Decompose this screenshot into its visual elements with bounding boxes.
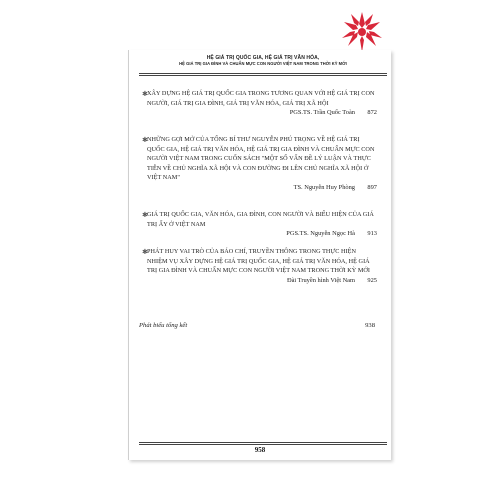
asterisk-icon: ✱ xyxy=(142,210,148,219)
toc-entry-page: 925 xyxy=(367,276,377,284)
toc-entry-meta xyxy=(147,108,375,118)
toc-entry-title: GIÁ TRỊ QUỐC GIA, VĂN HÓA, GIA ĐÌNH, CON NGƯỜI VÀ BIỂU HIỆN CỦA GIÁ TRỊ ẤY Ở VIỆT NAM xyxy=(147,211,374,228)
toc-entry[interactable] xyxy=(142,247,377,286)
asterisk-icon: ✱ xyxy=(142,89,148,98)
toc-entry-title: NHỮNG GỢI MỞ CỦA TỔNG BÍ THƯ NGUYỄN PHÚ TRỌNG VỀ HỆ GIÁ TRỊ QUỐC GIA, HỆ GIÁ TRỊ VĂN HÓA, HỆ GIÁ TRỊ GIA ĐÌNH VÀ CHUẨN MỰC CON NGƯỜI VIỆT NAM TRONG CUỐN SÁCH "MỘT SỐ VẤN ĐỀ LÝ LUẬN VÀ THỰC TIỄN VỀ CHỦ NGHĨA XÃ HỘI VÀ CON ĐƯỜNG ĐI LÊN CHỦ NGHĨA XÃ HỘI Ở VIỆT NAM" xyxy=(147,136,375,182)
toc-entry-meta xyxy=(147,229,375,239)
running-header-line-2: HỆ GIÁ TRỊ GIA ĐÌNH VÀ CHUẨN MỰC CON NGƯỜI VIỆT NAM TRONG THỜI KỲ MỚI xyxy=(179,61,347,66)
closing-page: 938 xyxy=(365,322,375,329)
closing-label: Phát biểu tổng kết xyxy=(139,322,188,329)
toc-entry-page: 913 xyxy=(367,230,377,238)
asterisk-icon: ✱ xyxy=(142,247,148,256)
footer-rule xyxy=(139,444,387,445)
toc-entry-page: 897 xyxy=(367,183,377,191)
toc-entry[interactable] xyxy=(142,89,377,118)
page-number: 958 xyxy=(254,446,266,454)
toc-entry-title: PHÁT HUY VAI TRÒ CỦA BÁO CHÍ, TRUYỀN THÔNG TRONG THỰC HIỆN NHIỆM VỤ XÂY DỰNG HỆ GIÁ TRỊ QUỐC GIA, HỆ GIÁ TRỊ VĂN HÓA, HỆ GIÁ TRỊ GIA ĐÌNH VÀ CHUẨN MỰC CON NGƯỜI VIỆT NAM TRONG THỜI KỲ MỚI xyxy=(147,248,371,275)
toc-entry-author: Đài Truyền hình Việt Nam xyxy=(286,276,355,284)
running-header-line-1: HỆ GIÁ TRỊ QUỐC GIA, HỆ GIÁ TRỊ VĂN HÓA, xyxy=(206,55,320,61)
running-header xyxy=(139,55,387,67)
header-rule xyxy=(139,75,387,76)
toc-entry[interactable] xyxy=(142,210,377,239)
toc-entry[interactable] xyxy=(142,135,377,193)
toc-entry-page: 872 xyxy=(367,109,377,117)
toc-entry-meta xyxy=(147,183,375,193)
book-page xyxy=(128,50,391,460)
toc-entry-author: PGS.TS. Nguyễn Ngọc Hà xyxy=(286,230,355,238)
toc-entry-author: TS. Nguyễn Huy Phòng xyxy=(293,183,355,191)
star-emblem-icon xyxy=(340,10,384,54)
toc-entry-title: XÂY DỰNG HỆ GIÁ TRỊ QUỐC GIA TRONG TƯƠNG QUAN VỚI HỆ GIÁ TRỊ CON NGƯỜI, GIÁ TRỊ GIA ĐÌNH, GIÁ TRỊ VĂN HÓA, GIÁ TRỊ XÃ HỘI xyxy=(147,90,375,107)
asterisk-icon: ✱ xyxy=(142,135,148,144)
toc-entry-author: PGS.TS. Trần Quốc Toàn xyxy=(289,109,355,117)
toc-entry-meta xyxy=(147,276,375,286)
toc-closing-entry[interactable] xyxy=(139,321,387,331)
